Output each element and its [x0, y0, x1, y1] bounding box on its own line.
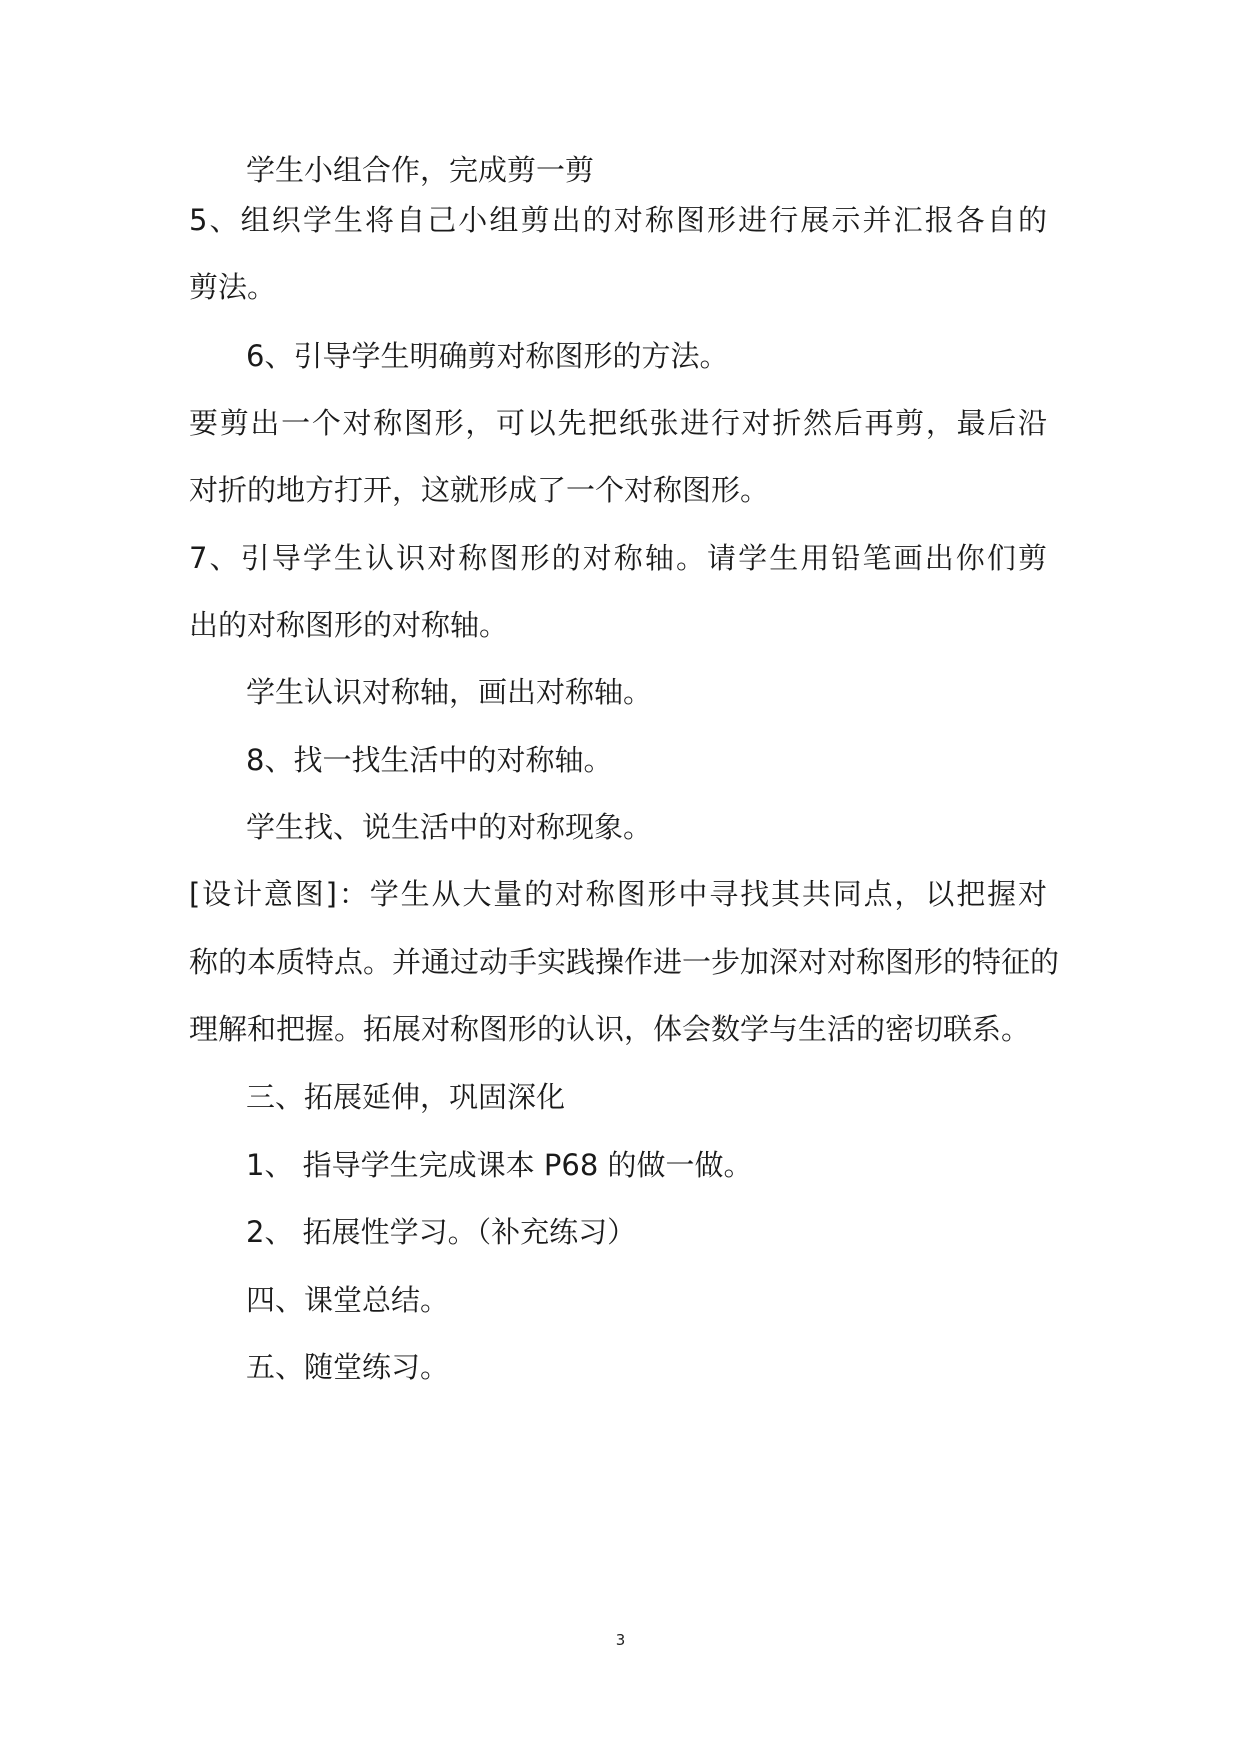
list-item: 1、 指导学生完成课本 P68 的做一做。: [246, 1148, 753, 1182]
paragraph-line: 剪法。: [189, 270, 277, 304]
paragraph-line: 6、引导学生明确剪对称图形的方法。: [246, 339, 729, 373]
paragraph-line: 8、找一找生活中的对称轴。: [246, 743, 613, 777]
paragraph-line: 5、组织学生将自己小组剪出的对称图形进行展示并汇报各自的: [189, 203, 1047, 237]
section-heading: 三、拓展延伸，巩固深化: [246, 1080, 566, 1114]
section-heading: 五、随堂练习。: [246, 1350, 450, 1384]
paragraph-line: 称的本质特点。并通过动手实践操作进一步加深对对称图形的特征的: [189, 945, 1060, 979]
paragraph-line: 要剪出一个对称图形，可以先把纸张进行对折然后再剪，最后沿: [189, 406, 1047, 440]
section-heading: 四、课堂总结。: [246, 1283, 450, 1317]
paragraph-line: 学生找、说生活中的对称现象。: [246, 810, 653, 844]
paragraph-line: [设计意图]：学生从大量的对称图形中寻找其共同点，以把握对: [189, 877, 1047, 911]
paragraph-line: 对折的地方打开，这就形成了一个对称图形。: [189, 473, 770, 507]
paragraph-line: 理解和把握。拓展对称图形的认识，体会数学与生活的密切联系。: [189, 1012, 1031, 1046]
paragraph-line: 7、引导学生认识对称图形的对称轴。请学生用铅笔画出你们剪: [189, 541, 1047, 575]
paragraph-line: 出的对称图形的对称轴。: [189, 608, 509, 642]
list-item: 2、 拓展性学习。（补充练习）: [246, 1215, 637, 1249]
paragraph-line: 学生小组合作，完成剪一剪: [246, 153, 595, 187]
page-number: 3: [615, 1631, 626, 1649]
paragraph-line: 学生认识对称轴，画出对称轴。: [246, 675, 653, 709]
